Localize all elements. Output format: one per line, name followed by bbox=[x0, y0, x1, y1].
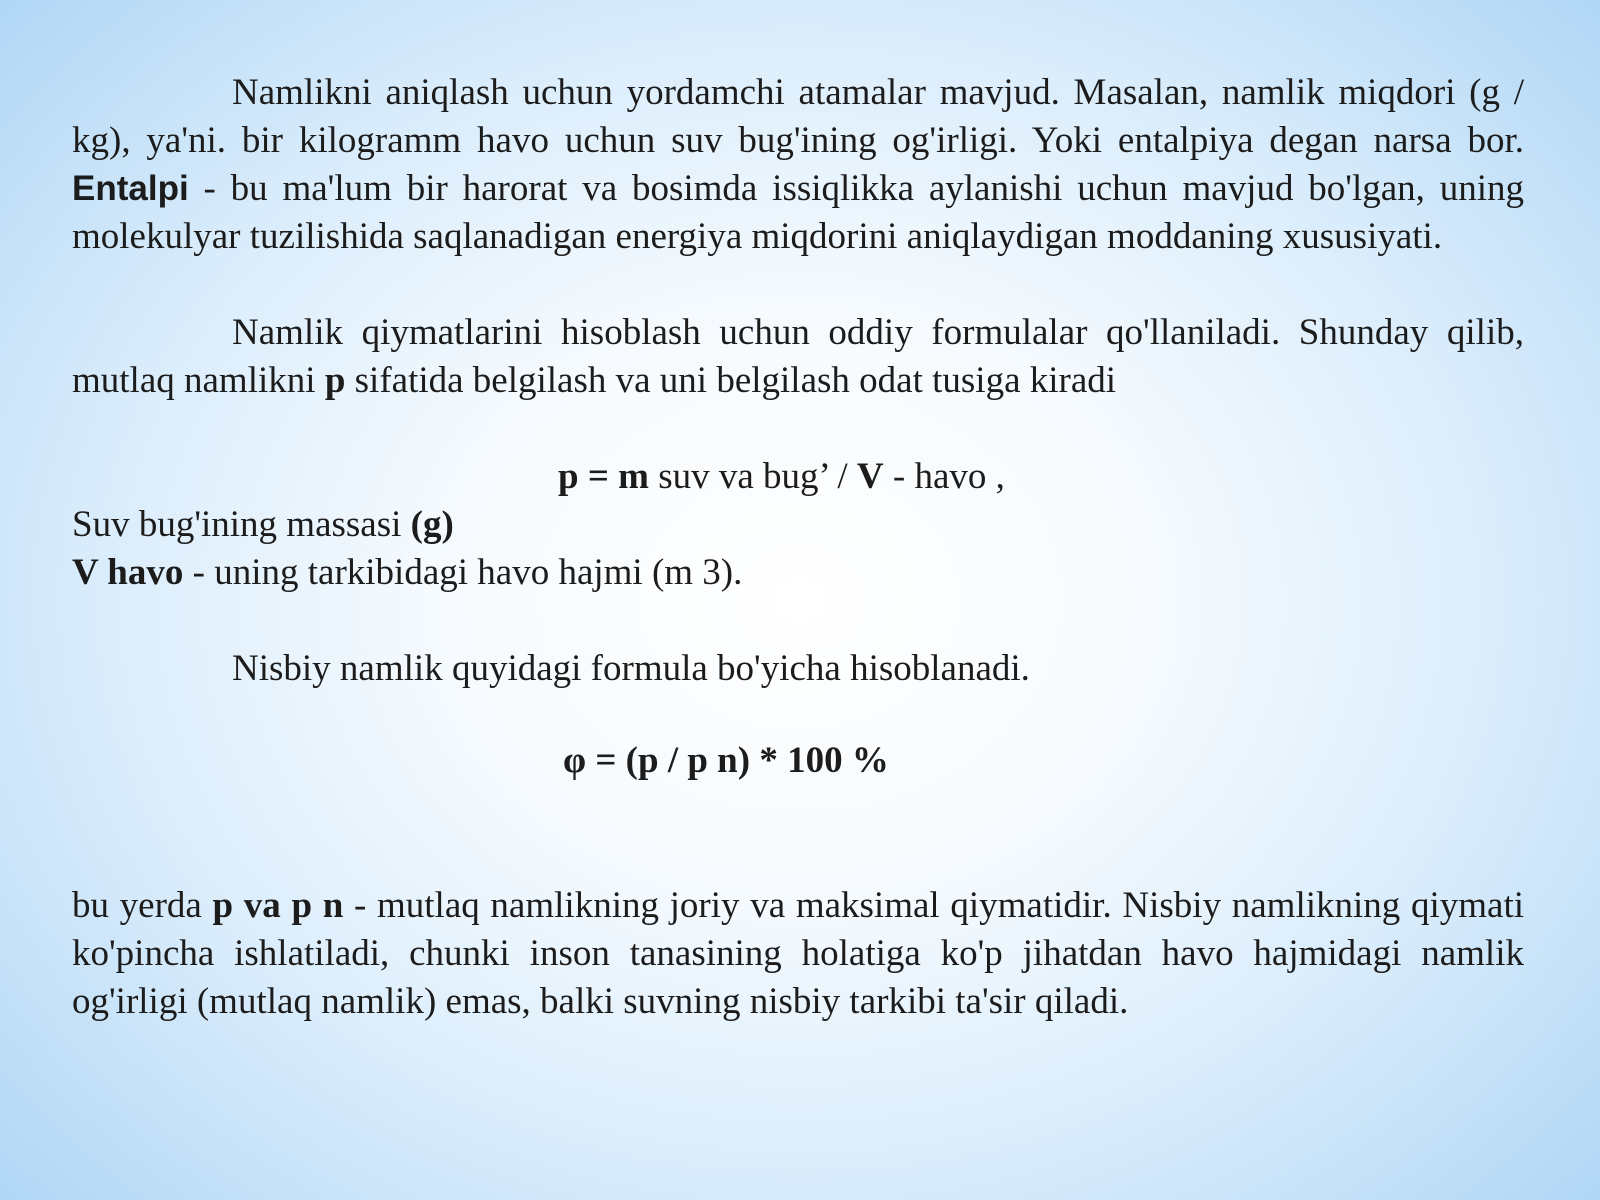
formula1-bold-b: V bbox=[856, 456, 884, 497]
para2-text-b: sifatida belgilash va uni belgilash odat tusiga kiradi bbox=[345, 360, 1117, 401]
symbol-p: p bbox=[324, 360, 346, 401]
mass-text: Suv bug'ining massasi bbox=[72, 504, 411, 545]
formula1-bold-a: p = m bbox=[558, 456, 649, 497]
formula1-text-a: suv va bug’ / bbox=[648, 456, 857, 497]
para4-text-a: bu yerda bbox=[72, 885, 213, 926]
definition-air-volume bbox=[72, 549, 1524, 597]
vhavo-term: V havo bbox=[72, 552, 184, 593]
formula-relative-humidity: φ = (p / p n) * 100 % bbox=[563, 740, 889, 781]
mass-unit: (g) bbox=[410, 504, 454, 545]
para2-text-a: Namlik qiymatlarini hisoblash uchun oddiy formulalar qo'llaniladi. Shunday qilib, mutlaq namlikni bbox=[72, 312, 1524, 401]
paragraph-relative-humidity bbox=[72, 645, 1524, 693]
paragraph-formulas-intro bbox=[72, 309, 1524, 405]
term-entalpi: Entalpi bbox=[72, 169, 189, 208]
para1-text-b: - bu ma'lum bir harorat va bosimda issiqlikka aylanishi uchun mavjud bo'lgan, uning molekulyar tuzilishida saqlanadigan energiya miqdorini aniqlaydigan moddaning xususiyati. bbox=[72, 168, 1524, 257]
vhavo-text: - uning tarkibidagi havo hajmi (m 3). bbox=[183, 552, 743, 593]
definition-mass bbox=[72, 501, 1524, 549]
paragraph-humidity-terms bbox=[72, 69, 1524, 261]
para1-text-a: Namlikni aniqlash uchun yordamchi atamalar mavjud. Masalan, namlik miqdori (g / kg), ya'ni. bir kilogramm havo uchun suv bug'ining og'irligi. Yoki entalpiya degan narsa bor. bbox=[72, 72, 1524, 161]
paragraph-explanation bbox=[72, 882, 1524, 1026]
formula-absolute-humidity bbox=[558, 453, 1005, 501]
formula1-text-b: - havo , bbox=[883, 456, 1005, 497]
para4-bold: p va p n bbox=[212, 885, 344, 926]
para4-text-b: - mutlaq namlikning joriy va maksimal qiymatidir. Nisbiy namlikning qiymati ko'pincha ishlatiladi, chunki inson tanasining holatiga ko'p jihatdan havo hajmidagi namlik og'irligi (mutlaq namlik) emas, balki suvning nisbiy tarkibi ta'sir qiladi. bbox=[72, 885, 1525, 1022]
para3-text: Nisbiy namlik quyidagi formula bo'yicha hisoblanadi. bbox=[232, 648, 1030, 689]
